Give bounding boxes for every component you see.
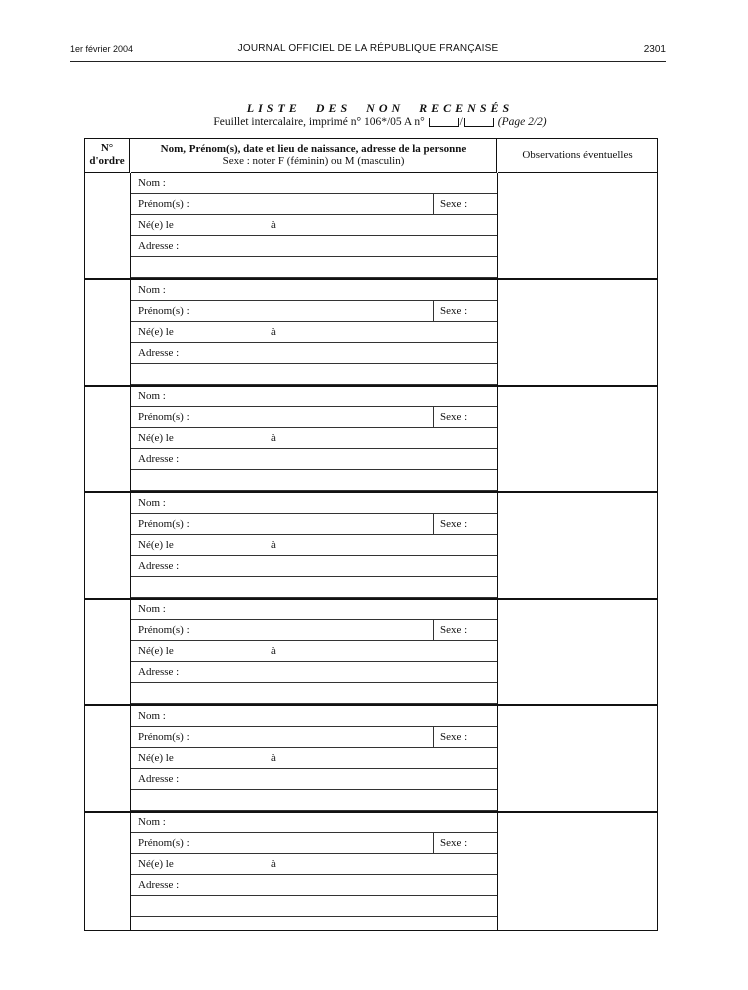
prenoms-line[interactable] bbox=[131, 514, 497, 535]
a-label: à bbox=[271, 219, 276, 231]
sexe-cell[interactable] bbox=[433, 194, 497, 214]
entry-observations-divider bbox=[497, 599, 498, 704]
entry-number-cell[interactable] bbox=[85, 173, 131, 278]
prenoms-label: Prénom(s) : bbox=[138, 624, 190, 636]
column-header-person-note: Sexe : noter F (féminin) ou M (masculin) bbox=[222, 155, 405, 167]
column-header-person-title: Nom, Prénom(s), date et lieu de naissance, adresse de la personne bbox=[160, 143, 467, 155]
a-label: à bbox=[271, 858, 276, 870]
prenoms-label: Prénom(s) : bbox=[138, 198, 190, 210]
prenoms-label: Prénom(s) : bbox=[138, 731, 190, 743]
number-box-1 bbox=[429, 118, 459, 127]
entry-number-cell[interactable] bbox=[85, 280, 131, 385]
birth-line[interactable] bbox=[131, 322, 497, 343]
ne-le-label: Né(e) le bbox=[138, 219, 174, 231]
page-number: 2301 bbox=[643, 44, 666, 55]
person-entry bbox=[85, 812, 657, 930]
ne-le-label: Né(e) le bbox=[138, 539, 174, 551]
header-date: 1er février 2004 bbox=[70, 44, 134, 54]
person-entry bbox=[85, 386, 657, 493]
header-rule bbox=[70, 61, 666, 62]
adresse-line[interactable] bbox=[131, 449, 497, 470]
nom-label: Nom : bbox=[138, 710, 166, 722]
page-header bbox=[70, 42, 666, 58]
column-header-observations: Observations éventuelles bbox=[498, 139, 657, 173]
adresse-label: Adresse : bbox=[138, 347, 180, 359]
subtitle-separator: / bbox=[459, 116, 463, 128]
prenoms-line[interactable] bbox=[131, 301, 497, 322]
entry-number-cell[interactable] bbox=[85, 706, 131, 811]
entry-number-cell[interactable] bbox=[85, 812, 131, 930]
subtitle-prefix: Feuillet intercalaire, imprimé n° 106*/05 A n° bbox=[213, 116, 425, 128]
prenoms-label: Prénom(s) : bbox=[138, 837, 190, 849]
adresse-line[interactable] bbox=[131, 236, 497, 257]
adresse-line[interactable] bbox=[131, 556, 497, 577]
prenoms-line[interactable] bbox=[131, 620, 497, 641]
entry-number-cell[interactable] bbox=[85, 386, 131, 491]
prenoms-line[interactable] bbox=[131, 407, 497, 428]
person-entry bbox=[85, 599, 657, 706]
person-entry bbox=[85, 280, 657, 387]
adresse-label: Adresse : bbox=[138, 879, 180, 891]
sexe-label: Sexe : bbox=[440, 624, 468, 636]
adresse-label: Adresse : bbox=[138, 560, 180, 572]
adresse-line[interactable] bbox=[131, 343, 497, 364]
nom-label: Nom : bbox=[138, 284, 166, 296]
sexe-cell[interactable] bbox=[433, 833, 497, 853]
entry-person-cell bbox=[131, 386, 497, 491]
prenoms-line[interactable] bbox=[131, 833, 497, 854]
nom-label: Nom : bbox=[138, 177, 166, 189]
adresse-label: Adresse : bbox=[138, 240, 180, 252]
adresse-label: Adresse : bbox=[138, 453, 180, 465]
a-label: à bbox=[271, 645, 276, 657]
entry-person-cell bbox=[131, 280, 497, 385]
adresse-line[interactable] bbox=[131, 769, 497, 790]
birth-line[interactable] bbox=[131, 215, 497, 236]
column-header-number bbox=[85, 139, 130, 173]
person-entry bbox=[85, 493, 657, 600]
prenoms-label: Prénom(s) : bbox=[138, 518, 190, 530]
entry-observations-divider bbox=[497, 280, 498, 385]
entry-person-cell bbox=[131, 812, 497, 930]
adresse-label: Adresse : bbox=[138, 773, 180, 785]
sexe-cell[interactable] bbox=[433, 727, 497, 747]
entry-observations-divider bbox=[497, 173, 498, 278]
entry-person-cell bbox=[131, 599, 497, 704]
journal-title: JOURNAL OFFICIEL DE LA RÉPUBLIQUE FRANÇAISE bbox=[237, 43, 499, 54]
number-box-2 bbox=[464, 118, 494, 127]
form-title-block bbox=[150, 101, 610, 128]
birth-line[interactable] bbox=[131, 854, 497, 875]
ne-le-label: Né(e) le bbox=[138, 432, 174, 444]
adresse-line[interactable] bbox=[131, 875, 497, 896]
nom-line[interactable] bbox=[131, 599, 497, 620]
nom-line[interactable] bbox=[131, 386, 497, 407]
sexe-cell[interactable] bbox=[433, 407, 497, 427]
person-entry bbox=[85, 173, 657, 280]
sexe-cell[interactable] bbox=[433, 301, 497, 321]
sexe-label: Sexe : bbox=[440, 518, 468, 530]
sexe-label: Sexe : bbox=[440, 731, 468, 743]
entry-person-cell bbox=[131, 706, 497, 811]
nom-label: Nom : bbox=[138, 390, 166, 402]
prenoms-label: Prénom(s) : bbox=[138, 305, 190, 317]
entry-observations-divider bbox=[497, 706, 498, 811]
entry-number-cell[interactable] bbox=[85, 599, 131, 704]
adresse-continuation-line[interactable] bbox=[131, 683, 497, 704]
adresse-continuation-line[interactable] bbox=[131, 257, 497, 278]
form-subtitle bbox=[150, 116, 610, 128]
nom-line[interactable] bbox=[131, 280, 497, 301]
sexe-label: Sexe : bbox=[440, 305, 468, 317]
entry-observations-divider bbox=[497, 812, 498, 930]
prenoms-label: Prénom(s) : bbox=[138, 411, 190, 423]
entry-observations-divider bbox=[497, 386, 498, 491]
sexe-cell[interactable] bbox=[433, 620, 497, 640]
birth-line[interactable] bbox=[131, 641, 497, 662]
nom-label: Nom : bbox=[138, 816, 166, 828]
nom-line[interactable] bbox=[131, 173, 497, 194]
nom-label: Nom : bbox=[138, 497, 166, 509]
prenoms-line[interactable] bbox=[131, 194, 497, 215]
a-label: à bbox=[271, 326, 276, 338]
sexe-label: Sexe : bbox=[440, 198, 468, 210]
sexe-cell[interactable] bbox=[433, 514, 497, 534]
column-header-person bbox=[131, 139, 497, 173]
a-label: à bbox=[271, 752, 276, 764]
ne-le-label: Né(e) le bbox=[138, 858, 174, 870]
form-title: LISTE DES NON RECENSÉS bbox=[246, 101, 514, 115]
birth-line[interactable] bbox=[131, 535, 497, 556]
prenoms-line[interactable] bbox=[131, 727, 497, 748]
a-label: à bbox=[271, 539, 276, 551]
adresse-continuation-line[interactable] bbox=[131, 577, 497, 598]
entry-person-cell bbox=[131, 173, 497, 278]
entry-number-cell[interactable] bbox=[85, 493, 131, 598]
ne-le-label: Né(e) le bbox=[138, 645, 174, 657]
page-info: (Page 2/2) bbox=[497, 116, 547, 128]
person-entry bbox=[85, 706, 657, 813]
nom-line[interactable] bbox=[131, 706, 497, 727]
sexe-label: Sexe : bbox=[440, 411, 468, 423]
ne-le-label: Né(e) le bbox=[138, 752, 174, 764]
entry-person-cell bbox=[131, 493, 497, 598]
column-header-number-line2: d'ordre bbox=[89, 155, 125, 167]
column-header-number-line1: N° bbox=[100, 142, 114, 154]
ne-le-label: Né(e) le bbox=[138, 326, 174, 338]
birth-line[interactable] bbox=[131, 748, 497, 769]
adresse-continuation-line[interactable] bbox=[131, 896, 497, 917]
adresse-continuation-line[interactable] bbox=[131, 470, 497, 491]
nom-line[interactable] bbox=[131, 493, 497, 514]
adresse-line[interactable] bbox=[131, 662, 497, 683]
birth-line[interactable] bbox=[131, 428, 497, 449]
adresse-continuation-line[interactable] bbox=[131, 364, 497, 385]
entry-observations-divider bbox=[497, 493, 498, 598]
adresse-continuation-line[interactable] bbox=[131, 790, 497, 811]
sexe-label: Sexe : bbox=[440, 837, 468, 849]
a-label: à bbox=[271, 432, 276, 444]
non-recenses-table bbox=[84, 138, 658, 931]
nom-line[interactable] bbox=[131, 812, 497, 833]
adresse-label: Adresse : bbox=[138, 666, 180, 678]
nom-label: Nom : bbox=[138, 603, 166, 615]
